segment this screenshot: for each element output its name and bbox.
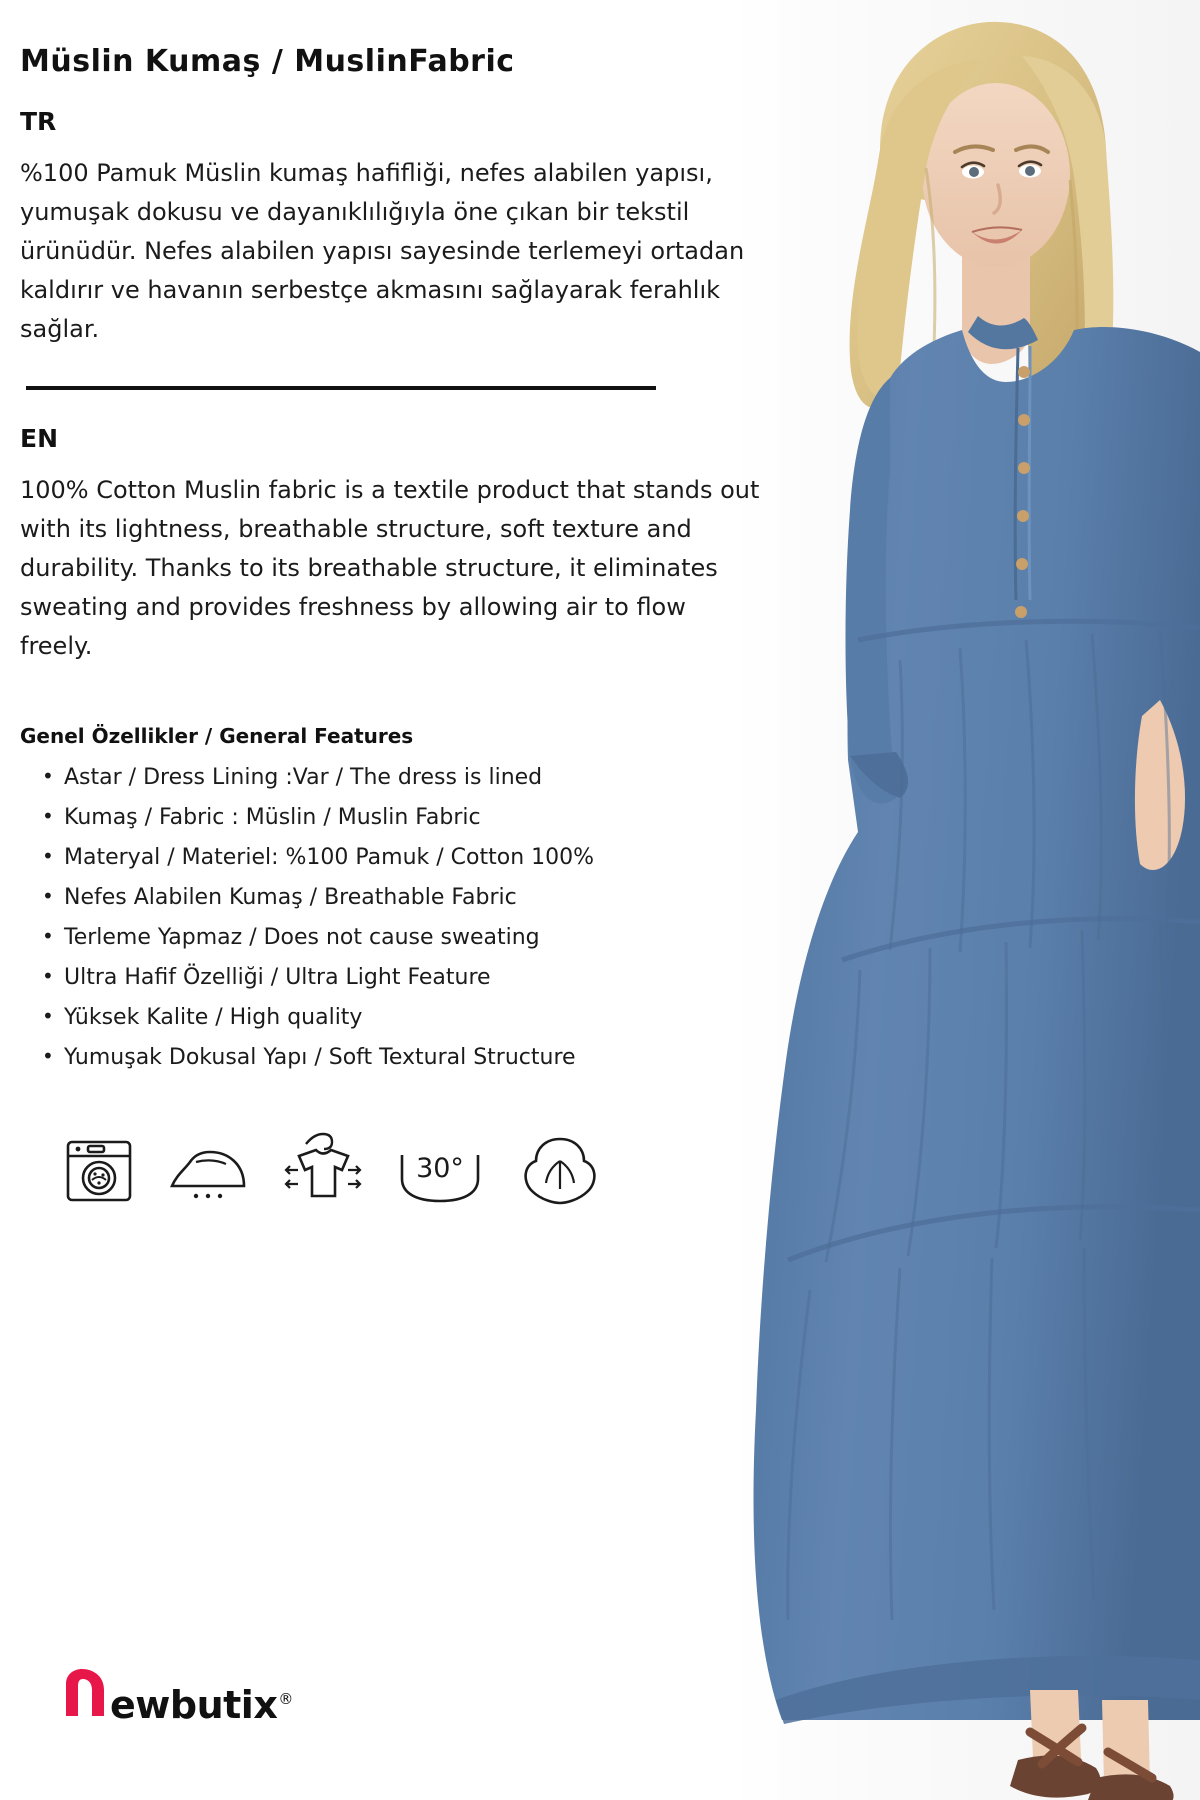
list-item: • Nefes Alabilen Kumaş / Breathable Fabric <box>64 878 760 918</box>
list-item: • Astar / Dress Lining :Var / The dress is lined <box>64 758 760 798</box>
brand-mark-icon <box>62 1668 108 1722</box>
wash-temperature-label: 30° <box>416 1153 464 1184</box>
list-item: • Yumuşak Dokusal Yapı / Soft Textural Structure <box>64 1038 760 1078</box>
hand-wash-30-degrees-icon <box>394 1133 490 1209</box>
cotton-flower-icon <box>520 1131 600 1211</box>
product-photo <box>730 0 1200 1800</box>
washing-machine-icon <box>62 1134 136 1208</box>
tumble-dry-shirt-icon <box>282 1130 364 1212</box>
brand-name: ewbutix <box>110 1683 278 1727</box>
care-instructions-row <box>62 1130 760 1212</box>
features-list <box>20 758 760 1078</box>
list-item: • Terleme Yapmaz / Does not cause sweating <box>64 918 760 958</box>
features-heading: Genel Özellikler / General Features <box>20 723 414 748</box>
description-tr: %100 Pamuk Müslin kumaş hafifliği, nefes alabilen yapısı, yumuşak dokusu ve dayanıklılığıyla öne çıkan bir tekstil ürünüdür. Nefes alabilen yapısı sayesinde terlemeyi ortadan kaldırır ve havanın serbestçe akmasını sağlayarak ferahlık sağlar. <box>20 159 745 343</box>
list-item: • Kumaş / Fabric : Müslin / Muslin Fabric <box>64 798 760 838</box>
page-title: Müslin Kumaş / MuslinFabric <box>20 44 515 79</box>
brand-logo <box>62 1668 294 1727</box>
registered-trademark-symbol: ® <box>278 1690 294 1708</box>
product-description-panel <box>0 0 760 1212</box>
language-label-en: EN <box>20 424 59 454</box>
section-divider <box>26 386 656 390</box>
list-item: • Yüksek Kalite / High quality <box>64 998 760 1038</box>
description-en: 100% Cotton Muslin fabric is a textile product that stands out with its lightness, breathable structure, soft texture and durability. Thanks to its breathable structure, it eliminates sweating and provides freshness by allowing air to flow freely. <box>20 476 760 660</box>
language-label-tr: TR <box>20 107 57 136</box>
list-item: • Materyal / Materiel: %100 Pamuk / Cotton 100% <box>64 838 760 878</box>
iron-icon <box>166 1134 252 1208</box>
list-item: • Ultra Hafif Özelliği / Ultra Light Feature <box>64 958 760 998</box>
